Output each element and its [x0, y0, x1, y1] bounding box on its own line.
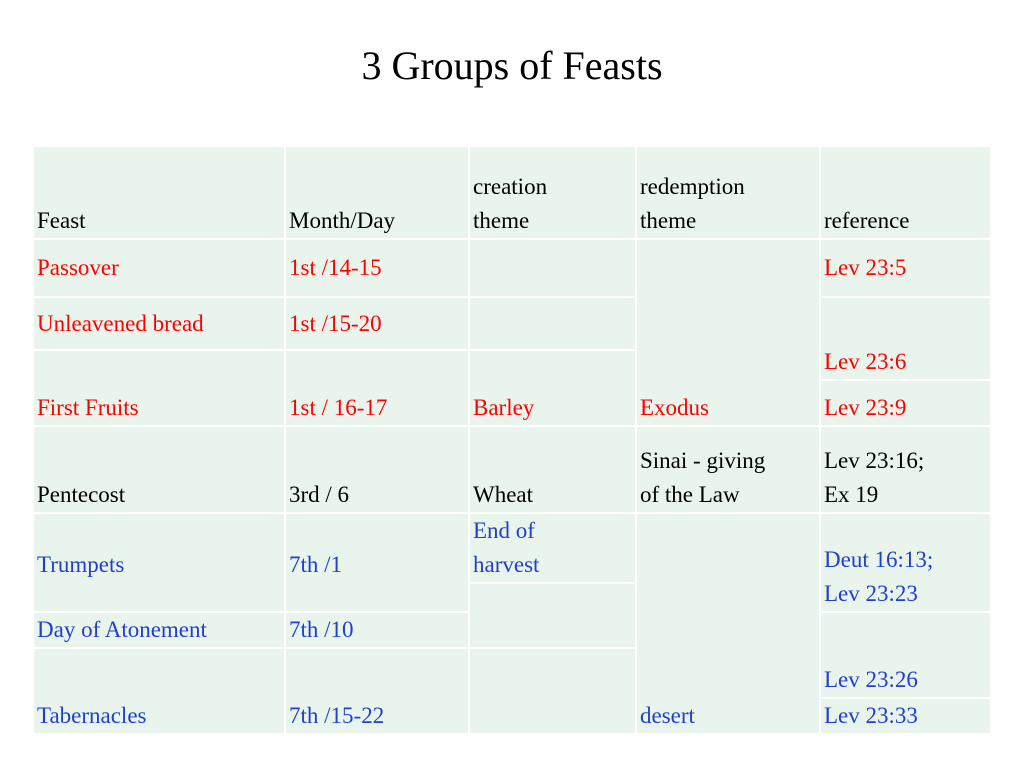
header-creation-theme [469, 146, 636, 239]
creation-end-of-harvest-line2: harvest [473, 552, 540, 577]
date-tabernacles: 7th /15-22 [285, 648, 469, 734]
ref-trumpets-line2: Lev 23:23 [824, 581, 918, 606]
ref-trumpets-line1: Deut 16:13; [824, 547, 934, 572]
creation-barley: Barley [469, 350, 636, 426]
ref-trumpets [820, 513, 991, 612]
ref-passover: Lev 23:5 [820, 239, 991, 297]
feast-first-fruits: First Fruits [33, 350, 285, 426]
creation-atonement [469, 583, 636, 648]
header-reference: reference [820, 146, 991, 239]
header-redemption-line1: redemption [640, 174, 745, 199]
table-row [33, 297, 991, 350]
redemption-sinai-line1: Sinai - giving [640, 448, 766, 473]
feast-pentecost: Pentecost [33, 426, 285, 513]
header-creation-line2: theme [473, 208, 530, 233]
table-row [33, 513, 991, 583]
redemption-sinai-line2: of the Law [640, 482, 740, 507]
header-redemption-line2: theme [640, 208, 697, 233]
ref-first-fruits: Lev 23:9 [820, 380, 991, 426]
table-row [33, 426, 991, 513]
feast-passover: Passover [33, 239, 285, 297]
date-trumpets: 7th /1 [285, 513, 469, 612]
header-feast: Feast [33, 146, 285, 239]
date-passover: 1st /14-15 [285, 239, 469, 297]
redemption-exodus: Exodus [636, 239, 820, 426]
header-creation-line1: creation [473, 174, 548, 199]
creation-tabernacles [469, 648, 636, 734]
feasts-table [32, 145, 992, 735]
header-row [33, 146, 991, 239]
creation-end-of-harvest-line1: End of [473, 518, 535, 543]
feast-trumpets: Trumpets [33, 513, 285, 612]
header-redemption-theme [636, 146, 820, 239]
creation-unleavened [469, 297, 636, 350]
table-row [33, 239, 991, 297]
date-unleavened: 1st /15-20 [285, 297, 469, 350]
ref-tabernacles: Lev 23:33 [820, 698, 991, 734]
creation-end-of-harvest [469, 513, 636, 583]
ref-pentecost [820, 426, 991, 513]
header-month-day: Month/Day [285, 146, 469, 239]
date-pentecost: 3rd / 6 [285, 426, 469, 513]
ref-pentecost-line2: Ex 19 [824, 482, 879, 507]
feast-tabernacles: Tabernacles [33, 648, 285, 734]
ref-unleavened: Lev 23:6 [820, 297, 991, 380]
date-atonement: 7th /10 [285, 612, 469, 648]
ref-atonement: Lev 23:26 [820, 612, 991, 698]
creation-passover [469, 239, 636, 297]
feast-atonement: Day of Atonement [33, 612, 285, 648]
date-first-fruits: 1st / 16-17 [285, 350, 469, 426]
ref-pentecost-line1: Lev 23:16; [824, 448, 925, 473]
feast-unleavened: Unleavened bread [33, 297, 285, 350]
redemption-desert: desert [636, 513, 820, 734]
slide-title: 3 Groups of Feasts [361, 43, 663, 88]
redemption-sinai [636, 426, 820, 513]
creation-wheat: Wheat [469, 426, 636, 513]
